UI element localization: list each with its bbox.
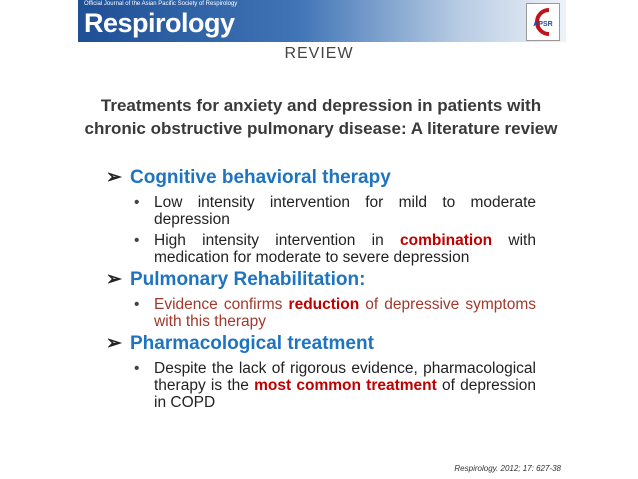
section-heading-text: Cognitive behavioral therapy	[130, 167, 391, 188]
bullet-item	[134, 360, 536, 411]
section-heading-text: Pulmonary Rehabilitation:	[130, 269, 366, 290]
bullet-item	[134, 194, 536, 228]
bullet-text: Despite the lack of rigorous evidence, pharmacological therapy is the	[154, 360, 536, 394]
bullet-item	[134, 232, 536, 266]
section-heading-text: Pharmacological treatment	[130, 333, 374, 354]
arrow-bullet-icon: ➢	[106, 167, 122, 188]
section-label: REVIEW	[284, 45, 354, 62]
journal-banner	[78, 0, 566, 42]
section-heading	[106, 268, 536, 292]
slide-content	[106, 166, 536, 413]
bullet-text: of depressive symptoms with this therapy	[154, 296, 536, 330]
bullet-list	[106, 360, 536, 411]
apsr-logo-icon	[526, 3, 560, 41]
bullet-text: of depression in COPD	[154, 377, 536, 411]
highlighted-text: most common treatment	[254, 377, 437, 394]
journal-tagline: Official Journal of the Asian Pacific Society of Respirology	[84, 1, 238, 7]
journal-name: Respirology	[84, 8, 235, 38]
bullet-text: Low intensity intervention for mild to moderate depression	[154, 194, 536, 228]
arrow-bullet-icon: ➢	[106, 333, 122, 354]
article-title: Treatments for anxiety and depression in patients with chronic obstructive pulmonary disease: A literature review	[84, 96, 558, 138]
bullet-list	[106, 296, 536, 330]
arrow-bullet-icon: ➢	[106, 269, 122, 290]
highlighted-text: combination	[400, 232, 493, 249]
section-heading	[106, 332, 536, 356]
highlighted-text: reduction	[288, 296, 360, 313]
citation: Respirology. 2012; 17: 627-38	[454, 464, 561, 473]
bullet-item	[134, 296, 536, 330]
logo-label: APSR	[533, 21, 553, 28]
bullet-text: High intensity intervention in	[154, 232, 401, 249]
section-heading	[106, 166, 536, 190]
bullet-list	[106, 194, 536, 266]
bullet-text: with medication for moderate to severe depression	[154, 232, 536, 266]
bullet-text: Evidence confirms	[154, 296, 289, 313]
